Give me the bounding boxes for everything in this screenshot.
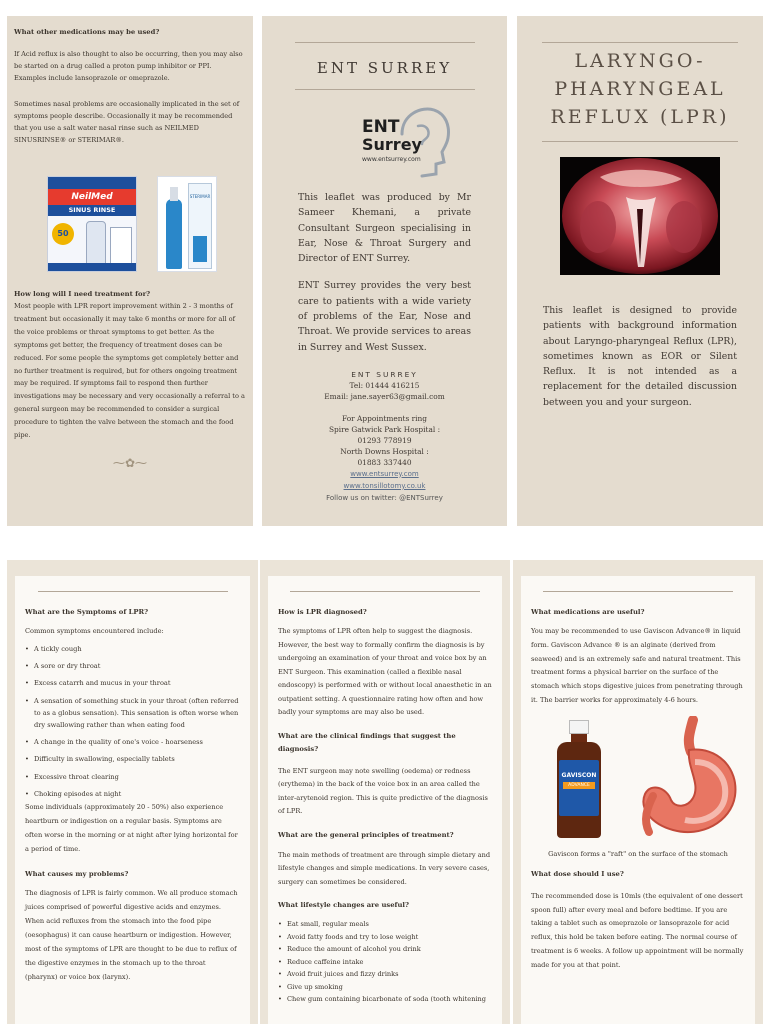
medications-rule (543, 591, 733, 592)
list-item: • Reduce caffeine intake (278, 956, 492, 969)
lpr-title-line1: LARYNGO- (574, 50, 706, 72)
treatment-duration-heading: How long will I need treatment for? (14, 290, 151, 298)
services-text: ENT Surrey provides the very best care to patients with a wide variety of problems of the Ear, Nose and Throat. We provide services to areas in Surrey and West Sussex. (298, 280, 471, 353)
contact-name: ENT SURREY (351, 369, 418, 379)
ent-surrey-title: ENT SURREY (316, 59, 453, 77)
list-item: • Chew gum containing bicarbonate of soda (tooth whitening (278, 993, 492, 1006)
larynx-endoscopy-photo (560, 157, 720, 275)
symptoms-list (25, 643, 240, 800)
spire-hospital: Spire Gatwick Park Hospital : (328, 424, 441, 434)
panel-medications (513, 560, 763, 1024)
contact-block (284, 369, 485, 504)
lpr-rule-top (542, 42, 738, 43)
causes-text: The diagnosis of LPR is fairly common. We all produce stomach juices comprised of powerful digestive acids and enzymes. When acid refluxes from the stomach into the food pipe (oesophagus) it can cause heartburn or indigestion. However, most of the symptoms of LPR are thought to be due to reflux of the digestive enzymes in the stomach up to the throat (pharynx) or voice box (larynx). (25, 889, 238, 982)
neilmed-box-image (47, 176, 137, 272)
list-item: • Choking episodes at night (25, 788, 240, 800)
rule-bottom (295, 89, 475, 90)
lifestyle-list (278, 918, 492, 1006)
tonsillotomy-link[interactable]: www.tonsillotomy.co.uk (343, 481, 426, 490)
lpr-title-line3: REFLUX (LPR) (550, 106, 730, 128)
list-item: • Give up smoking (278, 981, 492, 994)
diagnosis-rule (290, 591, 480, 592)
list-item: • A tickly cough (25, 643, 240, 655)
ent-surrey-logo (284, 102, 485, 184)
symptoms-para: Some individuals (approximately 20 - 50%) also experience heartburn or indigestion on a regular basis. Symptoms are often worse in the morning or at night after lying horizontal for a period of time. (25, 803, 238, 854)
principles-heading: What are the general principles of treatment? (278, 830, 454, 839)
diagnosis-text: The symptoms of LPR often help to suggest the diagnosis. However, the best way to formally confirm the diagnosis is by undergoing an examination of your throat and voice box by an ENT Surgeon. This examination (called a flexible nasal endoscopy) is performed with or without local anaesthetic in an outpatient setting. A questionnaire rating how often and how badly your symptoms are may also be used. (278, 627, 492, 716)
twitter-text: Follow us on twitter: @ENTSurrey (326, 494, 443, 502)
lifestyle-heading: What lifestyle changes are useful? (278, 901, 409, 909)
list-item: • Eat small, regular meals (278, 918, 492, 931)
logo-ent: ENT (362, 117, 400, 137)
panel-other-medications (7, 16, 253, 526)
gaviscon-label: GAVISCON (561, 771, 597, 779)
entsurrey-link[interactable]: www.entsurrey.com (350, 469, 419, 478)
larynx-image (560, 157, 720, 275)
contact-tel: Tel: 01444 416215 (349, 381, 420, 391)
lpr-title (537, 47, 743, 131)
appointments-heading: For Appointments ring (341, 413, 428, 423)
list-item: • Reduce the amount of alcohol you drink (278, 943, 492, 956)
sterimar-brand: STERIMAR (189, 194, 211, 199)
lpr-intro-text: This leaflet is designed to provide patients with background information about Laryngo-pharyngeal Reflux (LPR), sometimes known as EOR or Silent Reflux. It is not intended as a replacement for the detailed discussion between you and your surgeon. (543, 305, 737, 408)
symptoms-subheading: Common symptoms encountered include: (25, 627, 164, 635)
panel-symptoms (7, 560, 258, 1024)
logo-url: www.entsurrey.com (362, 156, 421, 163)
other-meds-para1: If Acid reflux is also thought to also be occurring, then you may also be started on a drug called a proton pump inhibitor or PPI. Examples include lansoprazole or omeprazole. (14, 50, 243, 82)
rule-top (295, 42, 475, 43)
list-item: • A sensation of something stuck in your throat (often referred to as a globus sensation). This sensation is often worse when dry swallowing rather than when eating food (25, 695, 240, 732)
list-item: • A change in the quality of one's voice - hoarseness (25, 736, 240, 748)
lpr-title-line2: PHARYNGEAL (554, 78, 726, 100)
ornament-divider: ⁓✿⁓ (112, 455, 148, 470)
contact-email: Email: jane.sayer63@gmail.com (324, 392, 445, 402)
medications-heading: What medications are useful? (531, 608, 645, 616)
lpr-rule-bottom (542, 141, 738, 142)
principles-text: The main methods of treatment are through simple dietary and lifestyle changes and simple medications. In very severe cases, surgery can sometimes be considered. (278, 850, 491, 886)
stomach-diagram-image (631, 716, 751, 840)
logo-surrey: Surrey (362, 135, 422, 154)
list-item: • Excessive throat clearing (25, 771, 240, 783)
north-downs-tel: 01883 337440 (357, 458, 412, 468)
causes-heading: What causes my problems? (25, 870, 129, 879)
gaviscon-bottle-image (555, 720, 603, 838)
clinical-text: The ENT surgeon may note swelling (oedema) or redness (erythema) in the back of the voice box in an area called the inter-arytenoid region. This is quite predictive of the diagnosis of LPR. (278, 766, 488, 815)
nasal-rinse-images (14, 164, 246, 274)
sterimar-image (157, 176, 217, 272)
panel-diagnosis (260, 560, 510, 1024)
neilmed-count-badge: 50 (52, 223, 74, 245)
gaviscon-images (531, 714, 745, 842)
dose-text: The recommended dose is 10mls (the equivalent of one dessert spoon full) after every meal and before bedtime. If you are taking a tablet such as omeprazole or lansoprazole for acid reflux, this hold be taken before eating. The normal course of treatment is 6 weeks. A follow up appointment will be normally made for you at that point. (531, 891, 744, 969)
symptoms-rule (38, 591, 228, 592)
list-item: • Avoid fatty foods and try to lose weight (278, 931, 492, 944)
north-downs-hospital: North Downs Hospital : (340, 447, 429, 457)
list-item: • Avoid fruit juices and fizzy drinks (278, 968, 492, 981)
medications-text: You may be recommended to use Gaviscon Advance® in liquid form. Gaviscon Advance ® is an alginate (derived from seaweed) and is an extremely safe and natural treatment. This treatment forms a physical barrier on the surface of the stomach which stops digestive juices from penetrating through it. The barrier works for approximately 4-6 hours. (531, 627, 743, 704)
list-item: • A sore or dry throat (25, 660, 240, 672)
panel-ent-surrey (262, 16, 507, 526)
produced-by-text: This leaflet was produced by Mr Sameer Khemani, a private Consultant Surgeon specialising in Ear, Nose & Throat Surgery and Director of ENT Surrey. (298, 192, 471, 265)
neilmed-product: SINUS RINSE (48, 205, 136, 216)
treatment-duration-text: Most people with LPR report improvement within 2 - 3 months of treatment but occasionally it may take 6 months or more for all of the voice problems or throat symptoms to get better. As the symptoms get better, the frequency of treatment doses can be reduced. For some people the symptoms get completely better and no further treatment is required, but for others ongoing treatment may be required. If symptoms fail to respond then further investigations may be necessary and very occasionally a referral to a general surgeon may be recommended to consider a surgical procedure to tighten the valve between the stomach and the food pipe. (14, 302, 245, 440)
clinical-heading: What are the clinical findings that suggest the diagnosis? (278, 731, 456, 753)
panel-lpr-intro (517, 16, 763, 526)
neilmed-brand: NeilMed (48, 189, 136, 205)
other-meds-para2: Sometimes nasal problems are occasionally implicated in the set of symptoms people describe. Occasionally it may be recommended that you use a salt water nasal rinse such as NEILMED SINUSRINSE® or STERIMAR®. (14, 100, 240, 144)
spire-tel: 01293 778919 (357, 435, 412, 445)
symptoms-heading: What are the Symptoms of LPR? (25, 608, 149, 616)
dose-heading: What dose should I use? (531, 869, 624, 878)
diagnosis-heading: How is LPR diagnosed? (278, 608, 367, 616)
list-item: • Difficulty in swallowing, especially tablets (25, 753, 240, 765)
gaviscon-caption: Gaviscon forms a "raft" on the surface of the stomach (548, 849, 728, 858)
list-item: • Excess catarrh and mucus in your throat (25, 677, 240, 689)
gaviscon-sublabel: ADVANCE (563, 782, 595, 789)
other-meds-heading: What other medications may be used? (14, 28, 160, 36)
